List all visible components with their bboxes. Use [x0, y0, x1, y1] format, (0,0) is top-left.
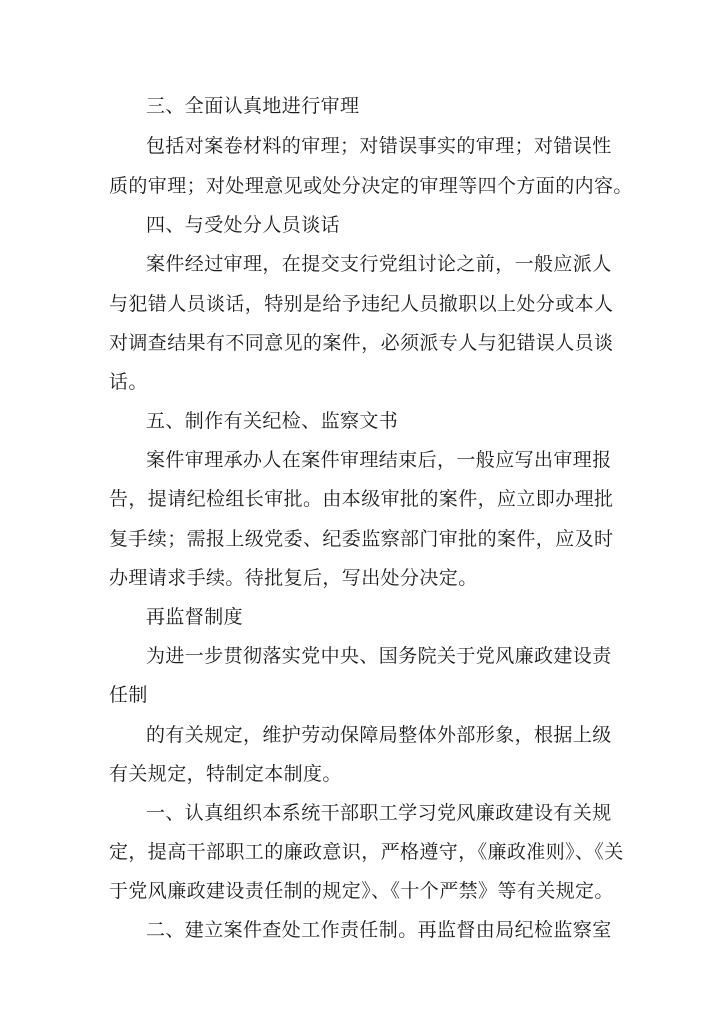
paragraph-line: 任制	[109, 684, 148, 706]
paragraph-line: 复手续；需报上级党委、纪委监察部门审批的案件，应及时	[109, 528, 614, 550]
document-title: 再监督制度	[146, 606, 244, 628]
paragraph-line: 定，提高干部职工的廉政意识，严格遵守，《廉政准则》、《关	[109, 841, 624, 863]
paragraph-line: 与犯错人员谈话，特别是给予违纪人员撤职以上处分或本人	[109, 293, 614, 315]
paragraph-line: 话。	[109, 371, 148, 393]
section-heading-3: 三、全面认真地进行审理	[146, 95, 360, 117]
paragraph-line: 于党风廉政建设责任制的规定》、《十个严禁》等有关规定。	[109, 880, 614, 902]
paragraph-line: 案件审理承办人在案件审理结束后，一般应写出审理报	[146, 449, 612, 471]
paragraph-line: 对调查结果有不同意见的案件，必须派专人与犯错误人员谈	[109, 332, 614, 354]
paragraph-line: 办理请求手续。待批复后，写出处分决定。	[109, 567, 478, 589]
paragraph-line: 案件经过审理，在提交支行党组讨论之前，一般应派人	[146, 253, 612, 275]
paragraph-line: 二、建立案件查处工作责任制。再监督由局纪检监察室	[146, 919, 612, 941]
paragraph-line: 为进一步贯彻落实党中央、国务院关于党风廉政建设责	[146, 645, 612, 667]
paragraph-line: 的有关规定，维护劳动保障局整体外部形象，根据上级	[146, 724, 612, 746]
paragraph-line: 质的审理；对处理意见或处分决定的审理等四个方面的内容。	[109, 175, 633, 197]
paragraph-line: 有关规定，特制定本制度。	[109, 763, 342, 785]
section-heading-5: 五、制作有关纪检、监察文书	[146, 410, 399, 432]
paragraph-line: 一、认真组织本系统干部职工学习党风廉政建设有关规	[146, 802, 612, 824]
section-heading-4: 四、与受处分人员谈话	[146, 214, 341, 236]
paragraph-line: 包括对案卷材料的审理；对错误事实的审理；对错误性	[146, 135, 612, 157]
paragraph-line: 告，提请纪检组长审批。由本级审批的案件，应立即办理批	[109, 488, 614, 510]
